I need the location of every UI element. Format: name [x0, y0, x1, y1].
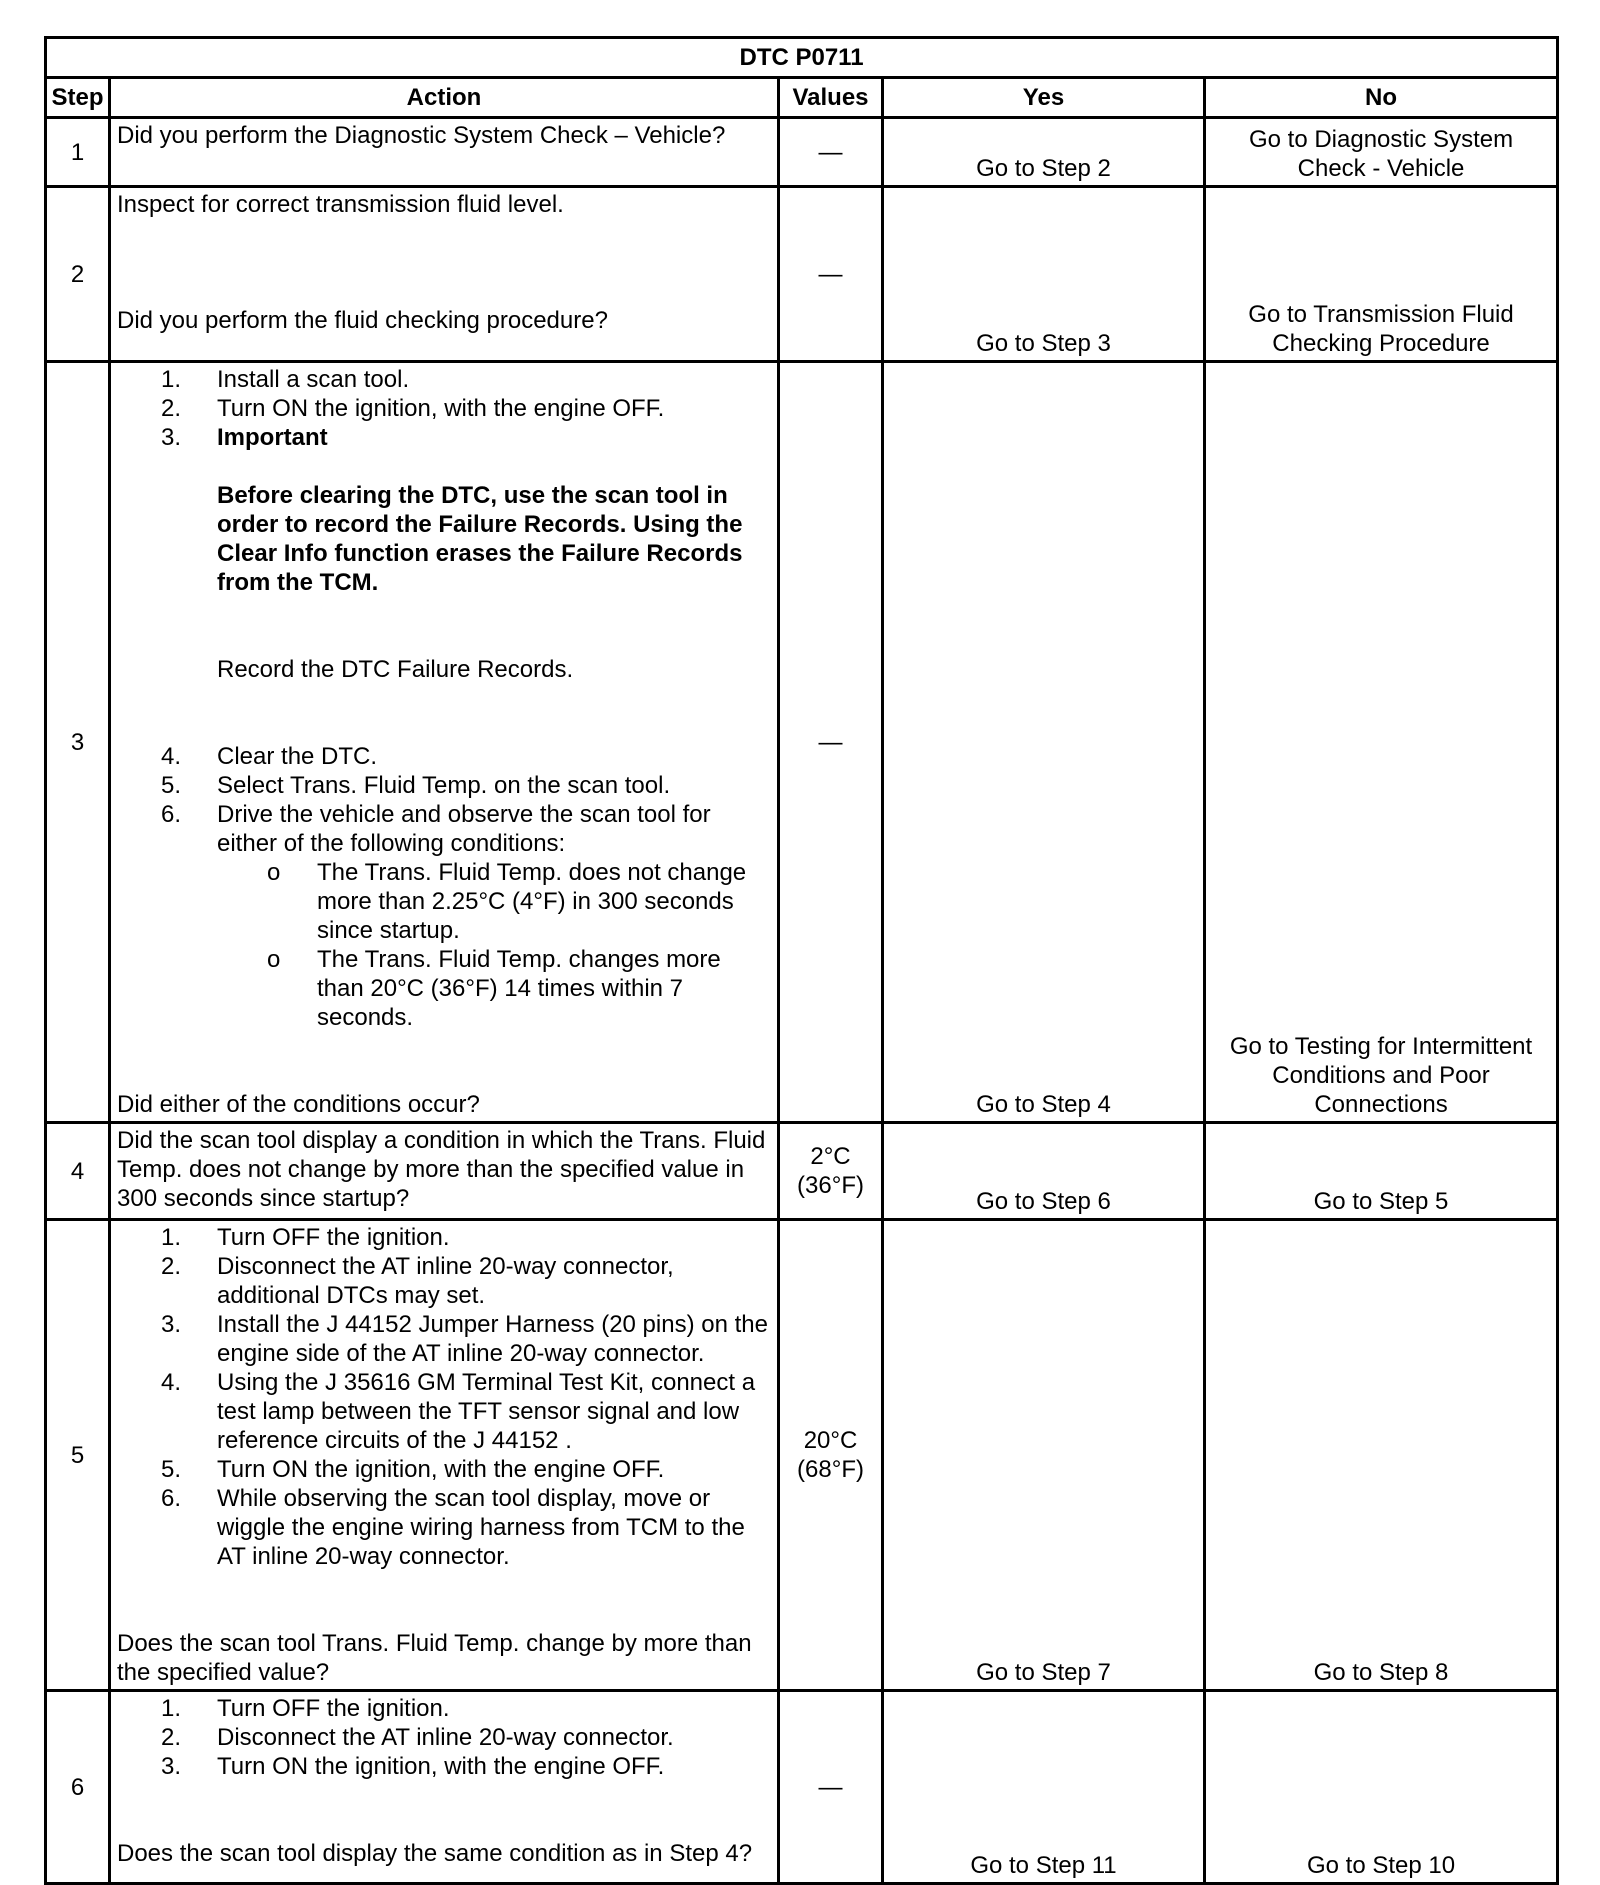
- action-text: Did you perform the Diagnostic System Check – Vehicle?: [117, 122, 726, 149]
- no-line: Checking Procedure: [1272, 330, 1490, 357]
- table-row-step-3: [46, 362, 1558, 1123]
- no-cell: [1205, 118, 1558, 187]
- no-line: Connections: [1314, 1091, 1448, 1118]
- header-no: No: [1205, 78, 1558, 118]
- header-yes: Yes: [883, 78, 1205, 118]
- value-line: (36°F): [797, 1172, 864, 1199]
- yes-cell: Go to Step 7: [883, 1220, 1205, 1691]
- yes-cell: Go to Step 4: [883, 362, 1205, 1123]
- action-question: Did you perform the fluid checking procedure?: [117, 307, 608, 334]
- no-cell: Go to Step 8: [1205, 1220, 1558, 1691]
- dtc-table: [44, 36, 1559, 1885]
- header-step: Step: [46, 78, 110, 118]
- no-line: Go to Transmission Fluid: [1248, 301, 1514, 328]
- yes-cell: Go to Step 3: [883, 187, 1205, 362]
- list-item: 3. Important Before clearing the DTC, use the scan tool in order to record the Failure Records. Using the Clear Info function erases the Failure Records from the TCM. Record the DTC Failure Records.: [117, 423, 773, 742]
- list-item: 2. Disconnect the AT inline 20-way connector.: [161, 1724, 674, 1751]
- action-text: Did the scan tool display a condition in which the Trans. Fluid Temp. does not change by more than the specified value in 300 seconds since startup?: [117, 1127, 766, 1212]
- list-item: 1. Install a scan tool.: [161, 366, 410, 393]
- no-line: Check - Vehicle: [1297, 155, 1465, 182]
- values-cell: —: [779, 187, 883, 362]
- value-line: 2°C: [810, 1143, 851, 1170]
- table-row-step-2: [46, 187, 1558, 362]
- step-number: 5: [46, 1220, 110, 1691]
- no-cell: [1205, 362, 1558, 1123]
- step-number: 1: [46, 118, 110, 187]
- list-item: 3. Install the J 44152 Jumper Harness (20 pins) on the engine side of the AT inline 20-way connector.: [161, 1311, 768, 1367]
- table-row-step-4: [46, 1123, 1558, 1220]
- no-line: Conditions and Poor: [1272, 1062, 1490, 1089]
- yes-cell: Go to Step 2: [883, 118, 1205, 187]
- condition-item: o The Trans. Fluid Temp. does not change more than 2.25°C (4°F) in 300 seconds since startup.: [267, 859, 747, 944]
- dtc-document: [44, 36, 1556, 1885]
- list-item: 4. Using the J 35616 GM Terminal Test Kit, connect a test lamp between the TFT sensor signal and low reference circuits of the J 44152 .: [161, 1369, 756, 1454]
- action-steps-list: [117, 365, 773, 1032]
- header-action: Action: [110, 78, 779, 118]
- action-question: Did either of the conditions occur?: [117, 1091, 480, 1118]
- yes-cell: Go to Step 6: [883, 1123, 1205, 1220]
- list-item: 1. Turn OFF the ignition.: [161, 1224, 450, 1251]
- list-item: 5. Turn ON the ignition, with the engine OFF.: [161, 1456, 665, 1483]
- action-cell: [110, 1691, 779, 1884]
- list-item: 6. While observing the scan tool display, move or wiggle the engine wiring harness from TCM to the AT inline 20-way connector.: [161, 1485, 745, 1570]
- list-item: 2. Disconnect the AT inline 20-way connector, additional DTCs may set.: [161, 1253, 674, 1309]
- step-number: 4: [46, 1123, 110, 1220]
- important-label: Important: [217, 424, 328, 451]
- conditions-list: [217, 858, 773, 1032]
- action-question: Does the scan tool Trans. Fluid Temp. change by more than the specified value?: [117, 1630, 752, 1686]
- step-number: 3: [46, 362, 110, 1123]
- no-line: Go to Testing for Intermittent: [1229, 1033, 1533, 1060]
- yes-cell: Go to Step 11: [883, 1691, 1205, 1884]
- record-note: Record the DTC Failure Records.: [217, 656, 574, 683]
- action-question: Does the scan tool display the same condition as in Step 4?: [117, 1840, 753, 1867]
- step-number: 2: [46, 187, 110, 362]
- action-cell: [110, 1220, 779, 1691]
- value-line: 20°C: [803, 1427, 858, 1454]
- action-steps-list: [117, 1223, 773, 1571]
- values-cell: [779, 1123, 883, 1220]
- action-cell: [110, 187, 779, 362]
- action-cell: [110, 118, 779, 187]
- no-cell: Go to Step 5: [1205, 1123, 1558, 1220]
- step-number: 6: [46, 1691, 110, 1884]
- value-line: (68°F): [797, 1456, 864, 1483]
- table-row-step-1: [46, 118, 1558, 187]
- condition-item: o The Trans. Fluid Temp. changes more than 20°C (36°F) 14 times within 7 seconds.: [267, 946, 721, 1031]
- list-item: 1. Turn OFF the ignition.: [161, 1695, 450, 1722]
- list-item: 6. Drive the vehicle and observe the scan tool for either of the following conditions: o The Trans. Fluid Temp. does not change more than 2.25°C (4°F) in 300 seconds since startup. o The Trans. Fluid Temp. changes more than 20°C (36°F) 14 times within 7 seconds.: [117, 800, 773, 1032]
- header-row: [46, 78, 1558, 118]
- list-item: 4. Clear the DTC.: [161, 743, 378, 770]
- no-cell: Go to Step 10: [1205, 1691, 1558, 1884]
- action-cell: [110, 362, 779, 1123]
- table-row-step-6: [46, 1691, 1558, 1884]
- header-values: Values: [779, 78, 883, 118]
- no-line: Go to Diagnostic System: [1248, 126, 1514, 153]
- values-cell: [779, 1220, 883, 1691]
- action-intro: Inspect for correct transmission fluid level.: [117, 191, 564, 218]
- values-cell: —: [779, 362, 883, 1123]
- list-item: 2. Turn ON the ignition, with the engine OFF.: [161, 395, 665, 422]
- list-item: 5. Select Trans. Fluid Temp. on the scan tool.: [161, 772, 671, 799]
- values-cell: —: [779, 118, 883, 187]
- no-cell: [1205, 187, 1558, 362]
- important-note: Before clearing the DTC, use the scan tool in order to record the Failure Records. Using the Clear Info function erases the Failure Records from the TCM.: [217, 482, 743, 596]
- list-item: 3. Turn ON the ignition, with the engine OFF.: [161, 1753, 665, 1780]
- action-steps-list: [117, 1694, 773, 1781]
- action-cell: [110, 1123, 779, 1220]
- values-cell: —: [779, 1691, 883, 1884]
- table-title: DTC P0711: [46, 38, 1558, 78]
- table-row-step-5: [46, 1220, 1558, 1691]
